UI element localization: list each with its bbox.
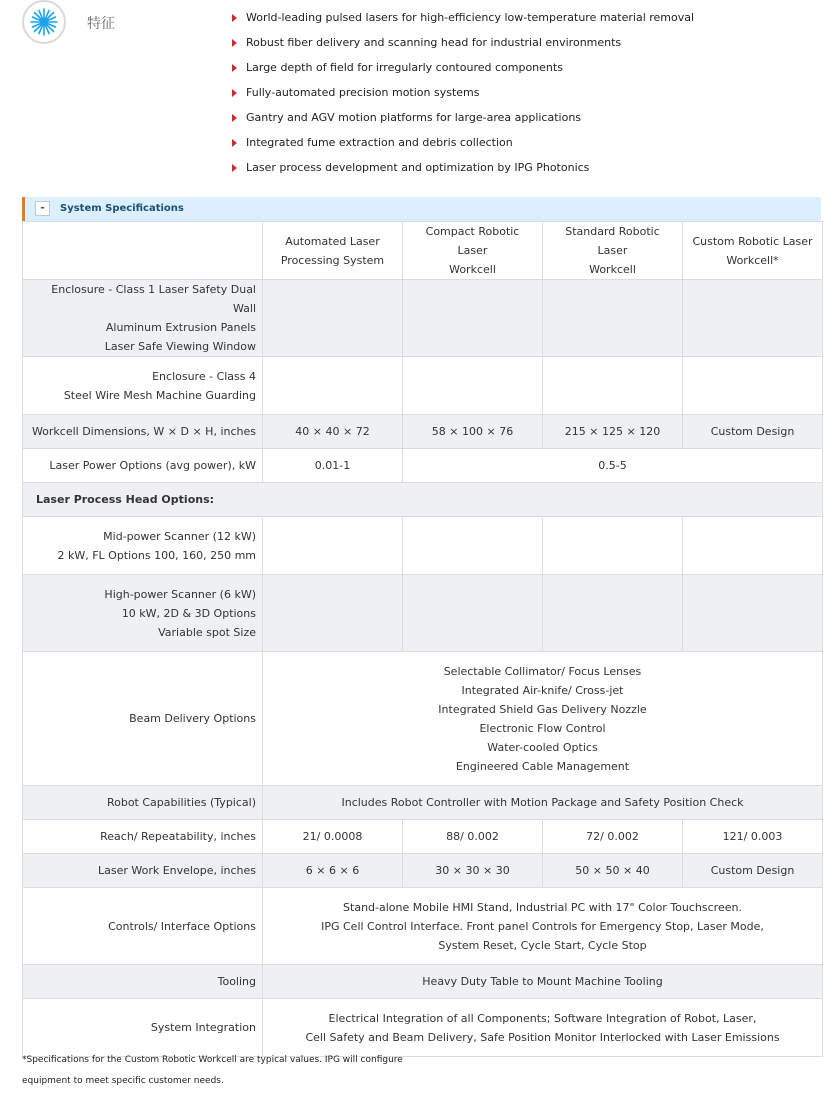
specifications-table — [22, 221, 823, 1057]
table-cell — [543, 280, 683, 357]
table-cell: 0.5-5 — [403, 449, 823, 483]
table-cell: 21/ 0.0008 — [263, 820, 403, 854]
table-cell — [543, 357, 683, 415]
feature-item: Large depth of field for irregularly contoured components — [232, 55, 694, 80]
section-row — [23, 483, 823, 517]
footnote-line: equipment to meet specific customer needs. — [22, 1076, 224, 1086]
triangle-bullet-icon — [232, 139, 237, 147]
table-cell — [683, 575, 823, 652]
table-row — [23, 854, 823, 888]
table-cell — [263, 280, 403, 357]
feature-item: Robust fiber delivery and scanning head for industrial environments — [232, 30, 694, 55]
table-cell: 72/ 0.002 — [543, 820, 683, 854]
table-cell: Includes Robot Controller with Motion Package and Safety Position Check — [263, 786, 823, 820]
table-cell — [543, 517, 683, 575]
row-label-power: Laser Power Options (avg power), kW — [23, 449, 263, 483]
table-row — [23, 280, 823, 357]
table-cell: Custom Design — [683, 415, 823, 449]
row-label-beam-delivery: Beam Delivery Options — [23, 652, 263, 786]
system-specifications-header[interactable] — [22, 197, 821, 221]
row-label-system-integration: System Integration — [23, 999, 263, 1057]
feature-list — [232, 5, 694, 180]
table-row — [23, 820, 823, 854]
feature-item: Laser process development and optimization by IPG Photonics — [232, 155, 694, 180]
section-heading-process-head: Laser Process Head Options: — [23, 483, 823, 517]
table-cell: Electrical Integration of all Components; Software Integration of Robot, Laser, Cell Safety and Beam Delivery, Safe Position Monitor Interlocked with Laser Emissions — [263, 999, 823, 1057]
row-label-robot-capabilities: Robot Capabilities (Typical) — [23, 786, 263, 820]
table-cell: 0.01-1 — [263, 449, 403, 483]
row-label-reach: Reach/ Repeatability, inches — [23, 820, 263, 854]
table-cell — [403, 575, 543, 652]
header-empty-cell — [23, 222, 263, 280]
table-cell: Heavy Duty Table to Mount Machine Tooling — [263, 965, 823, 999]
table-cell — [263, 517, 403, 575]
row-label-high-power-scanner: High-power Scanner (6 kW) 10 kW, 2D & 3D Options Variable spot Size — [23, 575, 263, 652]
table-cell: 40 × 40 × 72 — [263, 415, 403, 449]
triangle-bullet-icon — [232, 89, 237, 97]
table-row — [23, 965, 823, 999]
table-row — [23, 449, 823, 483]
row-label-controls: Controls/ Interface Options — [23, 888, 263, 965]
table-cell: Custom Design — [683, 854, 823, 888]
table-row — [23, 575, 823, 652]
table-cell — [683, 357, 823, 415]
table-cell: 6 × 6 × 6 — [263, 854, 403, 888]
header-standard-robotic: Standard Robotic Laser Workcell — [543, 222, 683, 280]
row-label-enclosure-class4: Enclosure - Class 4 Steel Wire Mesh Machine Guarding — [23, 357, 263, 415]
table-cell: 88/ 0.002 — [403, 820, 543, 854]
table-cell — [403, 357, 543, 415]
table-cell: 30 × 30 × 30 — [403, 854, 543, 888]
row-label-work-envelope: Laser Work Envelope, inches — [23, 854, 263, 888]
table-cell: 121/ 0.003 — [683, 820, 823, 854]
table-cell — [543, 575, 683, 652]
table-row — [23, 415, 823, 449]
header-compact-robotic: Compact Robotic Laser Workcell — [403, 222, 543, 280]
footnote-line: *Specifications for the Custom Robotic Workcell are typical values. IPG will configure — [22, 1055, 403, 1065]
row-label-dimensions: Workcell Dimensions, W × D × H, inches — [23, 415, 263, 449]
table-cell: 50 × 50 × 40 — [543, 854, 683, 888]
system-specifications-title: System Specifications — [60, 203, 184, 214]
feature-item: Integrated fume extraction and debris collection — [232, 130, 694, 155]
feature-item: World-leading pulsed lasers for high-efficiency low-temperature material removal — [232, 5, 694, 30]
table-header-row — [23, 222, 823, 280]
table-cell — [263, 357, 403, 415]
row-label-enclosure-class1: Enclosure - Class 1 Laser Safety Dual Wall Aluminum Extrusion Panels Laser Safe Viewing Window — [23, 280, 263, 357]
table-cell: 58 × 100 × 76 — [403, 415, 543, 449]
table-cell: Stand-alone Mobile HMI Stand, Industrial PC with 17" Color Touchscreen. IPG Cell Control Interface. Front panel Controls for Emergency Stop, Laser Mode, System Reset, Cycle Start, Cycle Stop — [263, 888, 823, 965]
table-row — [23, 357, 823, 415]
triangle-bullet-icon — [232, 14, 237, 22]
table-cell — [403, 517, 543, 575]
table-row — [23, 999, 823, 1057]
table-cell: 215 × 125 × 120 — [543, 415, 683, 449]
table-row — [23, 786, 823, 820]
triangle-bullet-icon — [232, 39, 237, 47]
laser-burst-icon — [22, 0, 66, 44]
feature-item: Gantry and AGV motion platforms for large-area applications — [232, 105, 694, 130]
table-row — [23, 517, 823, 575]
header-automated-laser: Automated Laser Processing System — [263, 222, 403, 280]
table-cell — [403, 280, 543, 357]
row-label-tooling: Tooling — [23, 965, 263, 999]
table-cell — [683, 517, 823, 575]
table-cell — [683, 280, 823, 357]
table-row — [23, 888, 823, 965]
triangle-bullet-icon — [232, 64, 237, 72]
feature-item: Fully-automated precision motion systems — [232, 80, 694, 105]
row-label-mid-power-scanner: Mid-power Scanner (12 kW) 2 kW, FL Options 100, 160, 250 mm — [23, 517, 263, 575]
triangle-bullet-icon — [232, 114, 237, 122]
table-row — [23, 652, 823, 786]
triangle-bullet-icon — [232, 164, 237, 172]
features-title: 特征 — [87, 16, 115, 32]
collapse-toggle-button[interactable]: - — [35, 201, 50, 216]
header-custom-robotic: Custom Robotic Laser Workcell* — [683, 222, 823, 280]
table-cell — [263, 575, 403, 652]
table-cell: Selectable Collimator/ Focus Lenses Integrated Air-knife/ Cross-jet Integrated Shield Gas Delivery Nozzle Electronic Flow Control Water-cooled Optics Engineered Cable Management — [263, 652, 823, 786]
